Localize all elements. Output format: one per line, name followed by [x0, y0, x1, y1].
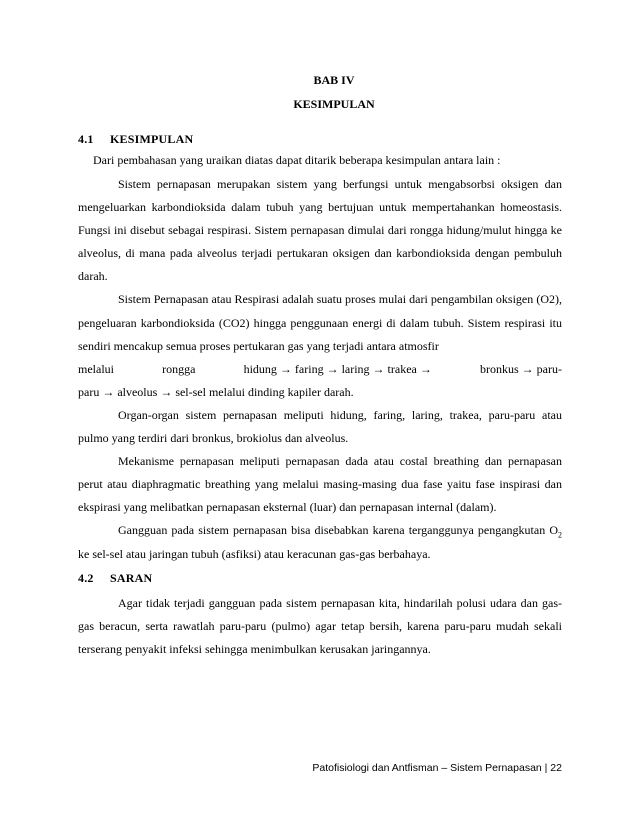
section-title: KESIMPULAN: [110, 132, 194, 146]
section-title: SARAN: [110, 571, 153, 585]
intro-text: Dari pembahasan yang uraikan diatas dapat ditarik beberapa kesimpulan antara lain :: [93, 153, 501, 167]
kesimpulan-body: [78, 173, 562, 566]
section-heading-4-1: [78, 132, 193, 147]
path-word-melalui: melalui: [78, 361, 114, 376]
oxygen-subscript: 2: [558, 530, 562, 540]
gangguan-text-end: ke sel-sel atau jaringan tubuh (asfiksi) atau keracunan gas-gas berbahaya.: [78, 546, 431, 561]
section-number: 4.2: [78, 571, 94, 585]
respiratory-path-line: [78, 358, 562, 381]
paragraph-saran: Agar tidak terjadi gangguan pada sistem pernapasan kita, hindarilah polusi udara dan gas-gas beracun, serta rawatlah paru-paru (pulmo) agar tetap bersih, karena paru-paru mudah sekali terserang penyakit infeksi sehingga menimbulkan kerusakan jaringannya.: [78, 596, 562, 657]
path-word-rongga: rongga: [162, 361, 196, 376]
page-footer: Patofisiologi dan Antfisman – Sistem Pernapasan | 22: [312, 762, 562, 774]
paragraph-organ: Organ-organ sistem pernapasan meliputi hidung, faring, laring, trakea, paru-paru atau pulmo yang terdiri dari bronkus, brokiolus dan alveolus.: [78, 407, 562, 446]
saran-body: [78, 592, 562, 661]
paragraph-respirasi: Sistem Pernapasan atau Respirasi adalah suatu proses mulai dari pengambilan oksigen (O2), pengeluaran karbondioksida (CO2) hingga penggunaan energi di dalam tubuh. Sistem respirasi itu sendiri mencakup semua proses pertukaran gas yang terjadi antara atmosfir: [78, 292, 562, 353]
chapter-title: KESIMPULAN: [293, 97, 375, 111]
paragraph-respirasi-end: paru → alveolus → sel-sel melalui dinding kapiler darah.: [78, 384, 354, 399]
path-word-bronkus: bronkus → paru-: [480, 361, 562, 376]
paragraph-mekanisme: Mekanisme pernapasan meliputi pernapasan dada atau costal breathing dan pernapasan perut atau diaphragmatic breathing yang melalui masing-masing dua fase yaitu fase inspirasi dan ekspirasi yang melibatkan pernapasan eksternal (luar) dan pernapasan internal (dalam).: [78, 454, 562, 515]
paragraph-sistem-pernapasan: Sistem pernapasan merupakan sistem yang berfungsi untuk mengabsorbsi oksigen dan mengeluarkan karbondioksida dalam tubuh yang bertujuan untuk mempertahankan homeostasis. Fungsi ini disebut sebagai respirasi. Sistem pernapasan dimulai dari rongga hidung/mulut hingga ke alveolus, di mana pada alveolus terjadi pertukaran oksigen dan karbondioksida dengan pembuluh darah.: [78, 177, 562, 284]
section-heading-4-2: [78, 571, 152, 586]
section-number: 4.1: [78, 132, 94, 146]
gangguan-text-start: Gangguan pada sistem pernapasan bisa disebabkan karena terganggunya pengangkutan O: [118, 523, 558, 538]
path-sequence: hidung → faring → laring → trakea →: [243, 361, 432, 376]
paragraph-gangguan: [78, 519, 562, 565]
chapter-label: BAB IV: [313, 73, 355, 87]
